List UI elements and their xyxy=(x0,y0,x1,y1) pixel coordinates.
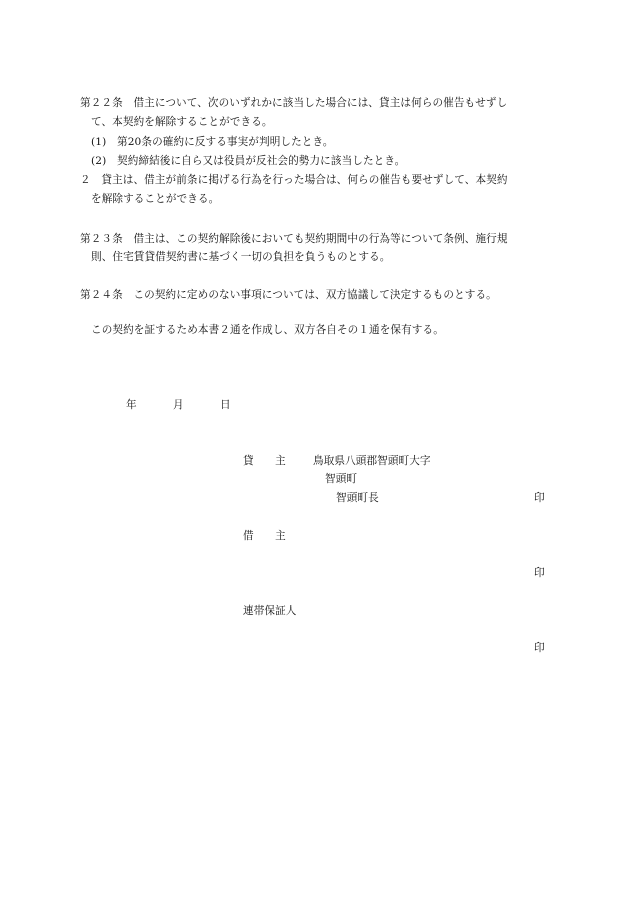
lender-name: 智頭町長 xyxy=(336,492,379,504)
article22-item1: (1) 第20条の確約に反する事実が判明したとき。 xyxy=(91,136,334,148)
closing-statement: この契約を証するため本書２通を作成し、双方各自その１通を保有する。 xyxy=(91,324,444,336)
date-day: 日 xyxy=(220,399,231,411)
article22-item2: (2) 契約締結後に自ら又は役員が反社会的勢力に該当したとき。 xyxy=(91,155,406,167)
article22-para2-line1: ２ 貸主は、借主が前条に掲げる行為を行った場合は、何らの催告も要せずして、本契約 xyxy=(80,174,508,186)
guarantor-label: 連帯保証人 xyxy=(243,605,297,617)
date-month: 月 xyxy=(173,399,184,411)
article22-line1: 第２２条 借主について、次のいずれかに該当した場合には、貸主は何らの催告もせずし xyxy=(80,97,508,109)
article23-line1: 第２３条 借主は、この契約解除後においても契約期間中の行為等について条例、施行規 xyxy=(80,233,508,245)
lender-address2: 智頭町 xyxy=(325,473,358,485)
lender-seal-mark: 印 xyxy=(534,492,545,504)
date-year: 年 xyxy=(126,399,137,411)
article22-line2: て、本契約を解除することができる。 xyxy=(91,116,273,128)
lender-address1: 鳥取県八頭郡智頭町大字 xyxy=(313,455,431,467)
article22-para2-line2: を解除することができる。 xyxy=(91,193,220,205)
article24-line1: 第２４条 この契約に定めのない事項については、双方協議して決定するものとする。 xyxy=(80,289,497,301)
guarantor-seal-mark: 印 xyxy=(534,642,545,654)
article23-line2: 則、住宅賃貸借契約書に基づく一切の負担を負うものとする。 xyxy=(91,251,391,263)
lender-label: 貸 主 xyxy=(243,455,286,467)
borrower-label: 借 主 xyxy=(243,530,286,542)
borrower-seal-mark: 印 xyxy=(534,567,545,579)
